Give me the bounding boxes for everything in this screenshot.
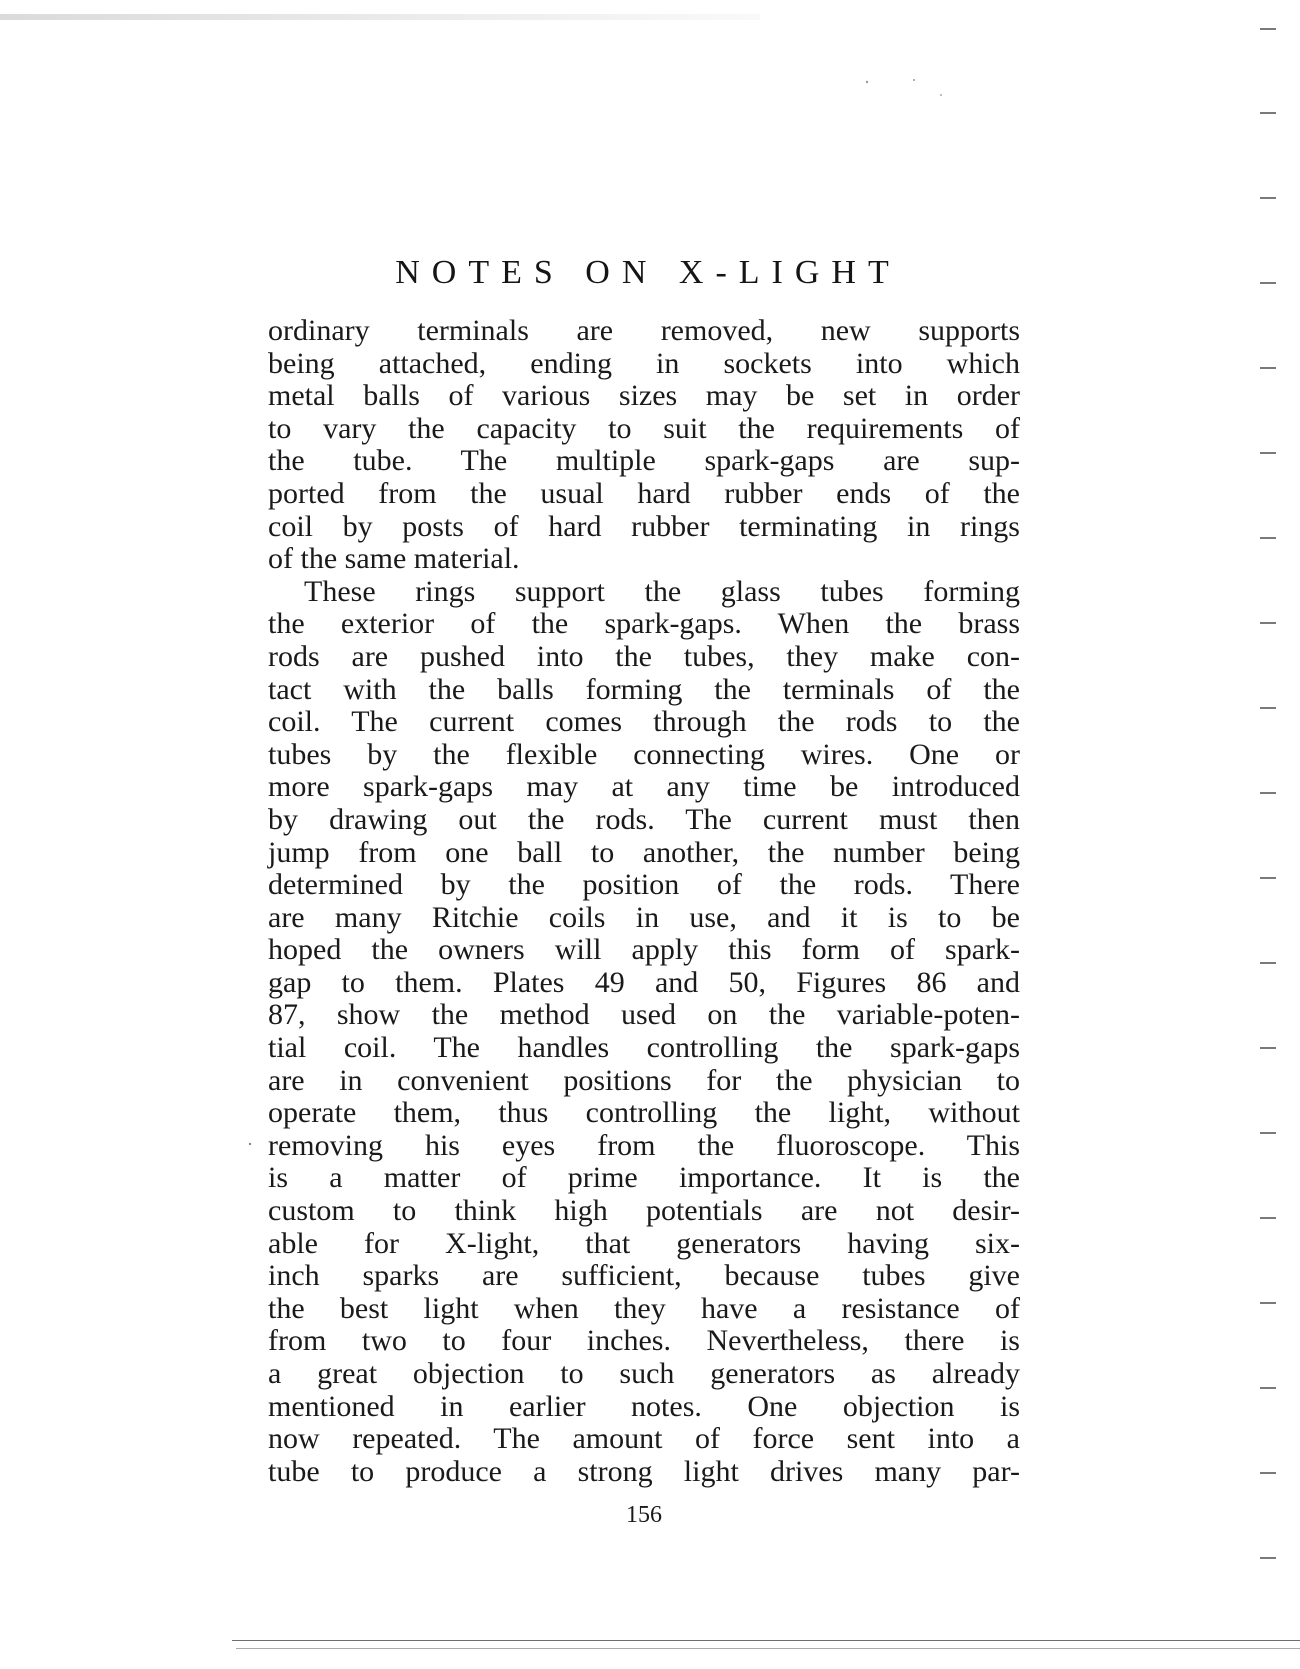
text-line: to vary the capacity to suit the requirements of — [268, 411, 1020, 445]
text-line: are many Ritchie coils in use, and it is to be — [268, 900, 1020, 934]
text-line: of the same material. — [268, 542, 520, 576]
text-line: operate them, thus controlling the light, without — [268, 1096, 1020, 1130]
text-line: is a matter of prime importance. It is the — [268, 1161, 1020, 1195]
text-line: able for X-light, that generators having six- — [268, 1226, 1020, 1260]
text-line: mentioned in earlier notes. One objection is — [268, 1389, 1020, 1423]
text-line: custom to think high potentials are not desir- — [268, 1194, 1020, 1228]
text-line: These rings support the glass tubes forming — [304, 574, 1020, 608]
text-line: inch sparks are sufficient, because tubes give — [268, 1259, 1020, 1293]
text-line: the best light when they have a resistance of — [268, 1291, 1020, 1325]
text-line: removing his eyes from the fluoroscope. This — [268, 1128, 1020, 1162]
speck — [866, 81, 868, 83]
text-line: tial coil. The handles controlling the spark-gaps — [268, 1031, 1020, 1065]
text-line: more spark-gaps may at any time be introduced — [268, 770, 1020, 804]
text-line: the tube. The multiple spark-gaps are sup- — [268, 444, 1020, 478]
speck — [249, 1143, 251, 1145]
text-line: are in convenient positions for the physician to — [268, 1063, 1020, 1097]
text-line: metal balls of various sizes may be set in order — [268, 379, 1020, 413]
text-line: rods are pushed into the tubes, they make con- — [268, 639, 1020, 673]
text-line: coil by posts of hard rubber terminating in rings — [268, 509, 1020, 543]
text-line: 87, show the method used on the variable-poten- — [268, 998, 1020, 1032]
text-line: jump from one ball to another, the number being — [268, 835, 1020, 869]
speck — [913, 79, 915, 81]
text-line: tubes by the flexible connecting wires. One or — [268, 737, 1020, 771]
text-line: ported from the usual hard rubber ends of the — [268, 476, 1020, 510]
text-line: a great objection to such generators as already — [268, 1357, 1020, 1390]
text-line: tube to produce a strong light drives many par- — [268, 1454, 1020, 1488]
text-line: by drawing out the rods. The current must then — [268, 802, 1020, 836]
text-line: being attached, ending in sockets into which — [268, 346, 1020, 380]
running-head: NOTES ON X-LIGHT — [395, 254, 901, 291]
text-line: from two to four inches. Nevertheless, there is — [268, 1324, 1020, 1358]
text-line: ordinary terminals are removed, new supports — [268, 314, 1020, 347]
text-line: hoped the owners will apply this form of spark- — [268, 933, 1020, 967]
page-number: 156 — [626, 1502, 662, 1528]
text-line: coil. The current comes through the rods to the — [268, 705, 1020, 739]
speck — [940, 94, 942, 96]
text-line: now repeated. The amount of force sent into a — [268, 1422, 1020, 1456]
text-line: determined by the position of the rods. There — [268, 868, 1020, 902]
text-line: tact with the balls forming the terminals of the — [268, 672, 1020, 706]
text-line: gap to them. Plates 49 and 50, Figures 86 and — [268, 965, 1020, 999]
text-line: the exterior of the spark-gaps. When the brass — [268, 607, 1020, 641]
